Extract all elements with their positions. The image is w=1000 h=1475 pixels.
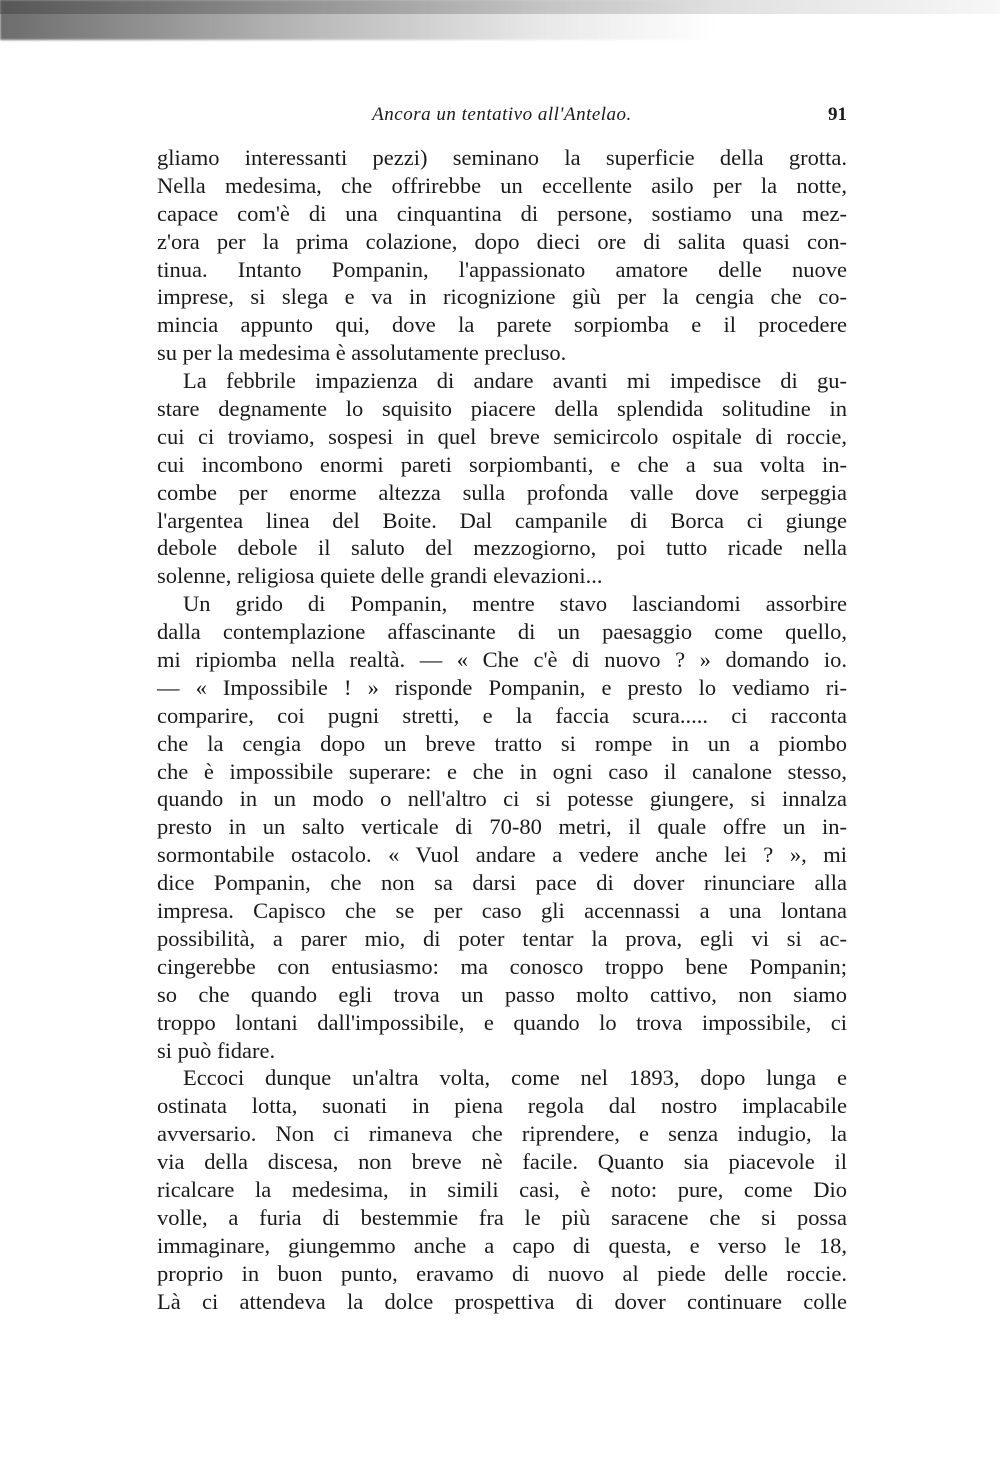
text-line: l'argentea linea del Boite. Dal campanile di Borca ci giunge	[157, 507, 847, 533]
running-title: Ancora un tentativo all'Antelao.	[372, 104, 632, 125]
text-line: quando in un modo o nell'altro ci si potesse giungere, si innalza	[157, 786, 847, 812]
scan-artifact	[0, 0, 720, 40]
text-line: cui incombono enormi pareti sorpiombanti, e che a sua volta in-	[157, 451, 847, 477]
text-line: cingerebbe con entusiasmo: ma conosco troppo bene Pompanin;	[157, 953, 847, 979]
text-line: si può fidare.	[157, 1037, 276, 1063]
text-line: Là ci attendeva la dolce prospettiva di dover continuare colle	[157, 1288, 847, 1314]
text-line: avversario. Non ci rimaneva che riprendere, e senza indugio, la	[157, 1121, 847, 1147]
text-line: tinua. Intanto Pompanin, l'appassionato amatore delle nuove	[157, 256, 847, 282]
paragraph	[157, 1064, 847, 1315]
text-line: z'ora per la prima colazione, dopo dieci ore di salita quasi con-	[157, 228, 847, 254]
text-line: dalla contemplazione affascinante di un paesaggio come quello,	[157, 619, 847, 645]
text-line: dice Pompanin, che non sa darsi pace di dover rinunciare alla	[157, 870, 847, 896]
text-line: via della discesa, non breve nè facile. Quanto sia piacevole il	[157, 1149, 847, 1175]
text-line: — « Impossibile ! » risponde Pompanin, e presto lo vediamo ri-	[157, 674, 847, 700]
text-line: troppo lontani dall'impossibile, e quando lo trova impossibile, ci	[157, 1009, 847, 1035]
text-line: Nella medesima, che offrirebbe un eccellente asilo per la notte,	[157, 172, 847, 198]
text-line: debole debole il saluto del mezzogiorno, poi tutto ricade nella	[157, 535, 847, 561]
text-line: impresa. Capisco che se per caso gli accennassi a una lontana	[157, 898, 847, 924]
text-line: stare degnamente lo squisito piacere della splendida solitudine in	[157, 396, 847, 422]
text-line: che è impossibile superare: e che in ogni caso il canalone stesso,	[157, 758, 847, 784]
paragraph	[157, 590, 847, 1064]
paragraph	[157, 367, 847, 590]
text-line: sormontabile ostacolo. « Vuol andare a vedere anche lei ? », mi	[157, 842, 847, 868]
page-header	[157, 104, 847, 130]
text-line: presto in un salto verticale di 70-80 metri, il quale offre un in-	[157, 814, 847, 840]
text-line: ricalcare la medesima, in simili casi, è noto: pure, come Dio	[157, 1176, 847, 1202]
text-line: cui ci troviamo, sospesi in quel breve semicircolo ospitale di roccie,	[157, 423, 847, 449]
text-line: su per la medesima è assolutamente precluso.	[157, 340, 567, 366]
text-line: possibilità, a parer mio, di poter tentar la prova, egli vi si ac-	[157, 925, 847, 951]
text-line: combe per enorme altezza sulla profonda valle dove serpeggia	[157, 479, 847, 505]
text-line: Un grido di Pompanin, mentre stavo lasciandomi assorbire	[183, 591, 847, 617]
text-line: che la cengia dopo un breve tratto si rompe in un a piombo	[157, 730, 847, 756]
text-line: ostinata lotta, suonati in piena regola dal nostro implacabile	[157, 1093, 847, 1119]
text-line: mincia appunto qui, dove la parete sorpiomba e il procedere	[157, 312, 847, 338]
text-line: La febbrile impazienza di andare avanti mi impedisce di gu-	[183, 368, 847, 394]
text-line: proprio in buon punto, eravamo di nuovo al piede delle roccie.	[157, 1260, 847, 1286]
body-text	[157, 144, 847, 1315]
paragraph	[157, 144, 847, 367]
text-line: capace com'è di una cinquantina di persone, sostiamo una mez-	[157, 200, 847, 226]
text-line: so che quando egli trova un passo molto cattivo, non siamo	[157, 981, 847, 1007]
text-line: solenne, religiosa quiete delle grandi elevazioni...	[157, 563, 603, 589]
text-line: volle, a furia di bestemmie fra le più saracene che si possa	[157, 1204, 847, 1230]
text-line: comparire, coi pugni stretti, e la faccia scura..... ci racconta	[157, 702, 847, 728]
page-number: 91	[828, 104, 847, 125]
text-line: imprese, si slega e va in ricognizione giù per la cengia che co-	[157, 284, 847, 310]
text-line: mi ripiomba nella realtà. — « Che c'è di nuovo ? » domando io.	[157, 647, 847, 673]
text-line: gliamo interessanti pezzi) seminano la superficie della grotta.	[157, 145, 847, 170]
text-line: immaginare, giungemmo anche a capo di questa, e verso le 18,	[157, 1232, 847, 1258]
text-line: Eccoci dunque un'altra volta, come nel 1893, dopo lunga e	[183, 1065, 847, 1091]
